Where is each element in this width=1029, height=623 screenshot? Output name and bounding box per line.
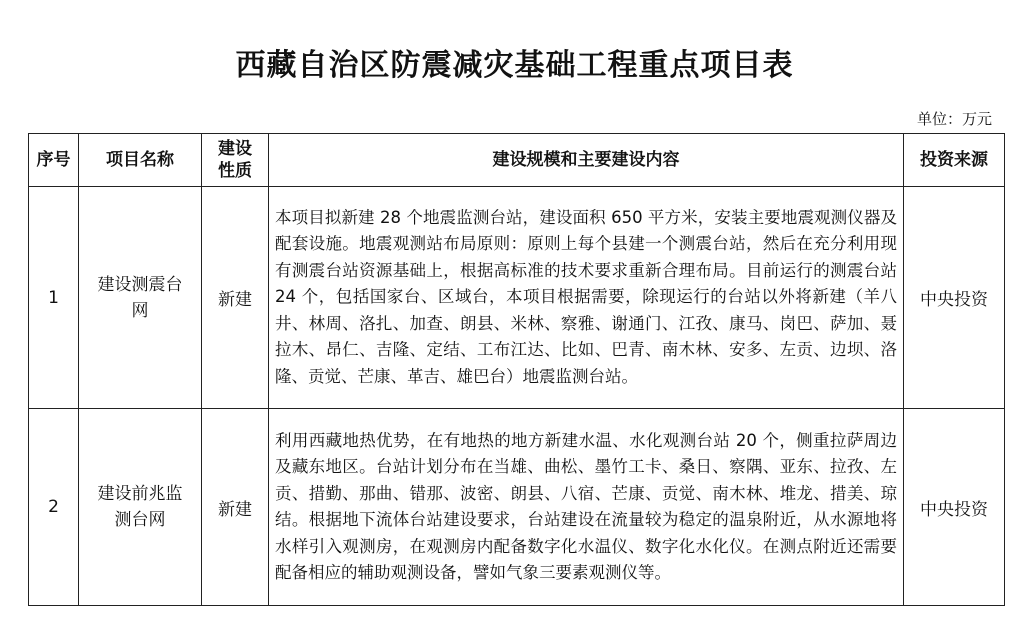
header-name: 项目名称 [79,134,202,187]
row-name: 建设测震台网 [97,274,183,321]
page-title: 西藏自治区防震减灾基础工程重点项目表 [235,48,794,83]
header-source: 投资来源 [904,134,1005,187]
table-row [29,187,1005,409]
row-index: 2 [29,409,79,606]
row-content: 本项目拟新建 28 个地震监测台站，建设面积 650 平方米，安装主要地震观测仪器及配套设施。地震观测站布局原则：原则上每个县建一个测震台站，然后在充分利用现有测震台站资源基础上，根据高标准的技术要求重新合理布局。目前运行的测震台站 24 个，包括国家台、区域台，本项目根据需要，除现运行的台站以外将新建（羊八井、林周、洛扎、加查、朗县、米林、察雅、谢通门、江孜、康马、岗巴、萨加、聂拉木、昂仁、吉隆、定结、工布江达、比如、巴青、南木林、安多、左贡、边坝、洛隆、贡觉、芒康、革吉、雄巴台）地震监测台站。 [269,187,904,409]
row-nature: 新建 [202,409,269,606]
header-nature-label: 建设性质 [218,139,252,181]
header-index: 序号 [29,134,79,187]
unit-label: 单位：万元 [916,110,992,128]
header-content: 建设规模和主要建设内容 [269,134,904,187]
row-name: 建设前兆监测台网 [97,484,183,530]
row-nature: 新建 [202,187,269,409]
project-table [28,133,1005,606]
header-nature [202,134,269,187]
row-name-cell [79,187,202,409]
row-source: 中央投资 [904,187,1005,409]
row-index: 1 [29,187,79,409]
row-content: 利用西藏地热优势，在有地热的地方新建水温、水化观测台站 20 个，侧重拉萨周边及藏东地区。台站计划分布在当雄、曲松、墨竹工卡、桑日、察隅、亚东、拉孜、左贡、措勤、那曲、错那、波密、朗县、八宿、芒康、贡觉、南木林、堆龙、措美、琼结。根据地下流体台站建设要求，台站建设在流量较为稳定的温泉附近，从水源地将水样引入观测房，在观测房内配备数字化水温仪、数字化水化仪。在测点附近还需要配备相应的辅助观测设备，譬如气象三要素观测仪等。 [269,409,904,606]
table-row [29,409,1005,606]
row-source: 中央投资 [904,409,1005,606]
row-name-cell [79,409,202,606]
table-header-row [29,134,1005,187]
